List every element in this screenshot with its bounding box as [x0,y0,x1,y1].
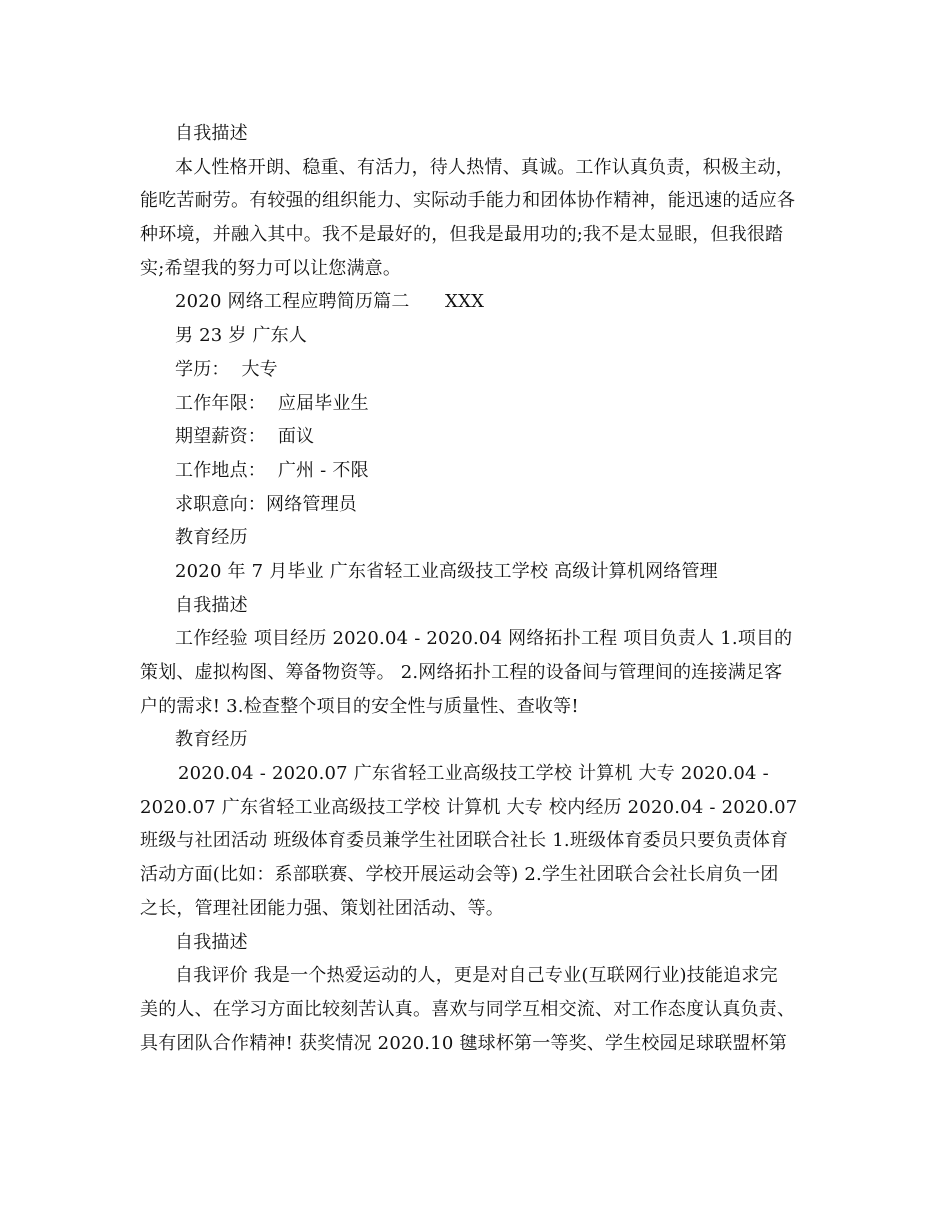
text-line: 期望薪资： 面议 [175,426,315,448]
text-line: 教育经历 [175,729,248,751]
text-line: 工作地点： 广州 - 不限 [175,459,369,481]
document-body [140,117,820,1060]
text-line: 男 23 岁 广东人 [175,325,308,347]
text-line: 本人性格开朗、稳重、有活力，待人热情、真诚。工作认真负责，积极主动， [175,156,794,178]
text-line: 工作经验 项目经历 2020.04 - 2020.04 网络拓扑工程 项目负责人 1.项目的 [175,628,793,650]
text-line: 能吃苦耐劳。有较强的组织能力、实际动手能力和团体协作精神，能迅速的适应各 [140,190,796,212]
text-line: 自我评价 我是一个热爱运动的人，更是对自己专业(互联网行业)技能追求完 [175,965,778,987]
text-line: 自我描述 [175,594,248,616]
text-line: 策划、虚拟构图、筹备物资等。 2.网络拓扑工程的设备间与管理间的连接满足客 [140,662,783,683]
text-line: 实;希望我的努力可以让您满意。 [140,257,402,279]
text-line: 2020.07 广东省轻工业高级技工学校 计算机 大专 校内经历 2020.04 - 2020.07 [140,796,798,818]
text-line: 活动方面(比如：系部联赛、学校开展运动会等) 2.学生社团联合会社长肩负一团 [140,864,779,886]
text-line: 学历： 大专 [175,358,278,380]
text-line: 自我描述 [175,123,248,144]
text-line: 之长，管理社团能力强、策划社团活动、等。 [140,897,504,919]
text-line: 求职意向：网络管理员 [175,493,357,515]
text-line: 具有团队合作精神! 获奖情况 2020.10 毽球杯第一等奖、学生校园足球联盟杯第 [140,1032,788,1054]
text-line: 2020 年 7 月毕业 广东省轻工业高级技工学校 高级计算机网络管理 [175,560,718,582]
text-line: 2020 网络工程应聘简历篇二 XXX [175,291,485,313]
text-line: 美的人、在学习方面比较刻苦认真。喜欢与同学互相交流、对工作态度认真负责、 [140,998,796,1020]
text-line: 种环境，并融入其中。我不是最好的，但我是最用功的;我不是太显眼，但我很踏 [140,224,784,246]
text-line: 教育经历 [175,527,248,549]
text-line: 2020.04 - 2020.07 广东省轻工业高级技工学校 计算机 大专 2020.04 - [178,763,769,785]
text-line: 班级与社团活动 班级体育委员兼学生社团联合社长 1.班级体育委员只要负责体育 [140,830,789,852]
text-line: 户的需求! 3.检查整个项目的安全性与质量性、查收等! [140,695,579,717]
text-line: 工作年限： 应届毕业生 [175,392,369,414]
text-line: 自我描述 [175,931,248,953]
